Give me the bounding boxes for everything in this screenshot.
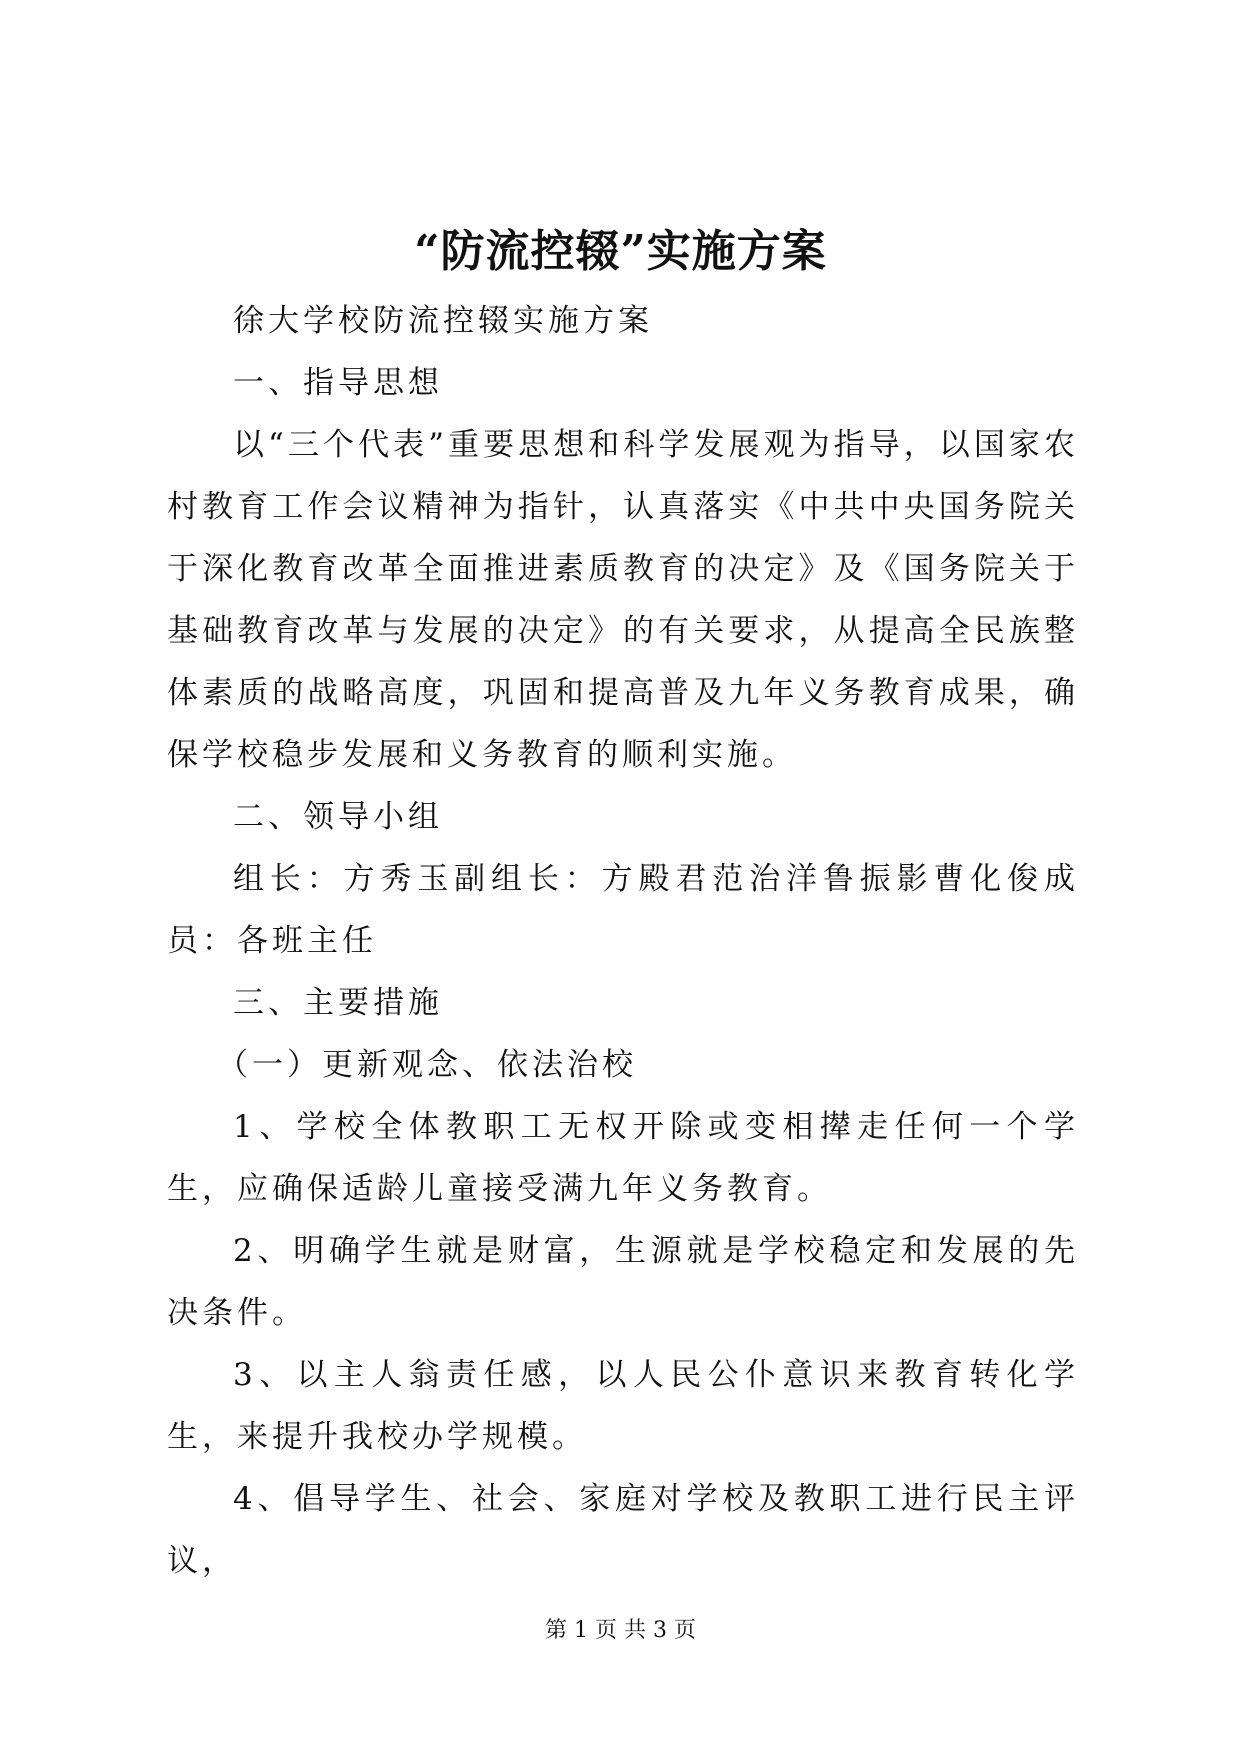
section-heading-guiding-thought: 一、指导思想 [233,365,443,401]
list-item-2: 2、明确学生就是财富，生源就是学校稳定和发展的先决条件。 [167,1233,1079,1331]
section-heading-leadership-group: 二、领导小组 [233,799,443,835]
list-item-4: 4、倡导学生、社会、家庭对学校及教职工进行民主评议， [167,1481,1079,1579]
list-item-1: 1、学校全体教职工无权开除或变相撵走任何一个学生，应确保适龄儿童接受满九年义务教育。 [167,1109,1079,1207]
section-heading-main-measures: 三、主要措施 [233,985,443,1021]
page-footer: 第 1 页 共 3 页 [545,1618,696,1643]
list-item-3: 3、以主人翁责任感，以人民公仆意识来教育转化学生，来提升我校办学规模。 [167,1357,1079,1455]
document-body [167,290,1079,1592]
paragraph-leadership-members: 组长：方秀玉副组长：方殿君范治洋鲁振影曹化俊成员：各班主任 [167,861,1079,959]
paragraph-subtitle: 徐大学校防流控辍实施方案 [233,303,653,339]
document-title: “防流控辍”实施方案 [414,226,827,277]
subsection-heading-1: （一）更新观念、依法治校 [217,1047,637,1083]
paragraph-guiding-thought: 以“三个代表”重要思想和科学发展观为指导，以国家农村教育工作会议精神为指针，认真落实《中共中央国务院关于深化教育改革全面推进素质教育的决定》及《国务院关于基础教育改革与发展的决定》的有关要求，从提高全民族整体素质的战略高度，巩固和提高普及九年义务教育成果，确保学校稳步发展和义务教育的顺利实施。 [167,427,1079,773]
